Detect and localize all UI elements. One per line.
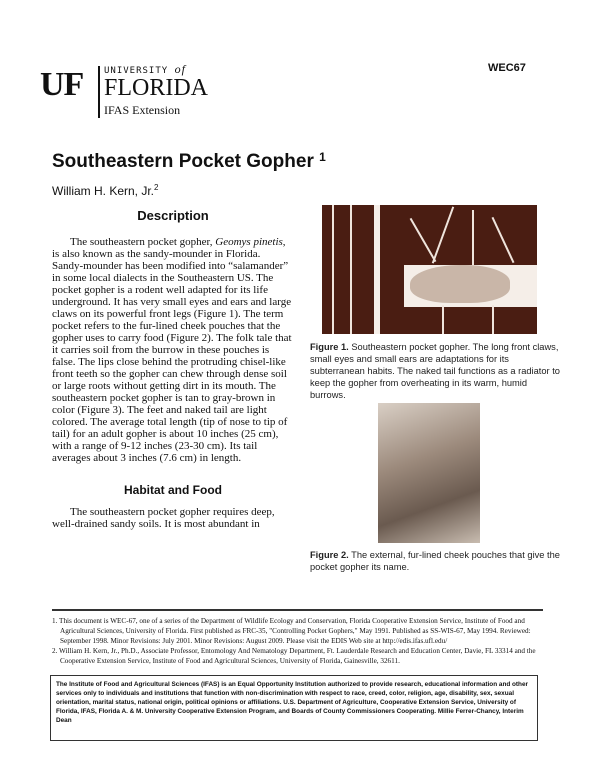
logo-ifas: IFAS Extension <box>104 103 181 117</box>
footnote-1: 1. This document is WEC-67, one of a series of the Department of Wildlife Ecology and Conservation, Florida Cooperative Extension Service, Institute of Food and Agricultural Sciences, University of Florida. First published as FRC-35, "Controlling Pocket Gophers," May 1991. Published as SS-WIS-67, May 1994. Reviewed: September 1998. Minor Revisions: July 2001. Minor Revisions: August 2009. Please visit the EDIS Web site at http://edis.ifas.ufl.edu/ <box>52 617 531 645</box>
logo-divider <box>98 66 100 118</box>
footnotes <box>50 616 542 666</box>
title-footnote-ref: 1 <box>319 150 326 164</box>
logo-uf: UF <box>40 66 84 103</box>
footnote-2: 2. William H. Kern, Jr., Ph.D., Associate Professor, Entomology And Nematology Department, Ft. Lauderdale Research and Education Center, Davie, FL 33314 and the Cooperative Extension Service, Institute of Food and Agricultural Sciences, University of Florida, Gainesville, 32611. <box>52 647 536 665</box>
logo-florida: FLORIDA <box>104 75 209 101</box>
author: William H. Kern, Jr.$^2$ <box>52 183 159 198</box>
description-paragraph: The southeastern pocket gopher, Geomys pinetis, is also known as the sandy-mounder in Florida. Sandy-mounder has been modified into “salamander” in some local dialects in the Southeastern US. The pocket gopher is a rodent well adapted for its life underground. It has very small eyes and ears and large claws on its powerful front legs (Figure 1). The term pocket refers to the fur-lined cheek pouches that the gopher uses to carry food (Figure 2). The folk tale that it carries soil from the burrow in these pouches is false. The lips close behind the protruding chisel-like front teeth so the gopher can chew through dense soil or large roots without getting dirt in its mouth. The southeastern pocket gopher is tan to gray-brown in color (Figure 3). The feet and naked tail are light colored. The average total length (tip of nose to tip of tail) for an adult gopher is about 10 inches (25 cm), with a range of 9-12 inches (23-30 cm). Its tail averages about 3 inches (7.6 cm) in length. <box>52 236 292 464</box>
left-column <box>52 208 294 530</box>
figure-1-caption: Figure 1. Southeastern pocket gopher. The long front claws, small eyes and small ears are adaptations for its subterranean habits. The naked tail functions as a radiator to keep the gopher from overheating in its warm, humid burrows. <box>310 342 560 400</box>
uf-ifas-logo <box>40 64 230 120</box>
section-heading-habitat: Habitat and Food <box>124 483 222 497</box>
document-id: WEC67 <box>488 62 526 74</box>
habitat-paragraph: The southeastern pocket gopher requires deep, well-drained sandy soils. It is most abundant in <box>52 506 275 530</box>
figure-1-gopher-illustration <box>322 205 537 334</box>
page-title: Southeastern Pocket Gopher $^1$ <box>52 150 326 172</box>
figure-2-caption: Figure 2. The external, fur-lined cheek pouches that give the pocket gopher its name. <box>310 550 560 572</box>
section-heading-description: Description <box>137 208 209 223</box>
equal-opportunity-notice: The Institute of Food and Agricultural Sciences (IFAS) is an Equal Opportunity Institution authorized to provide research, educational information and other services only to individuals and institutions that function with non-discrimination with respect to race, creed, color, religion, age, disability, sex, sexual orientation, marital status, national origin, political opinions or affiliations. U.S. Department of Agriculture, Cooperative Extension Service, University of Florida, IFAS, Florida A. & M. University Cooperative Extension Program, and Boards of County Commissioners Cooperating. Millie Ferrer-Chancy, Interim Dean <box>50 675 538 741</box>
author-footnote-ref: 2 <box>154 183 159 192</box>
page-footer <box>50 616 542 741</box>
species-name: Geomys pinetis <box>215 236 283 248</box>
footnote-divider <box>52 609 543 611</box>
figure-2-cheek-pouch-photo <box>378 403 480 543</box>
logo-university: UNIVERSITY of <box>104 62 186 76</box>
